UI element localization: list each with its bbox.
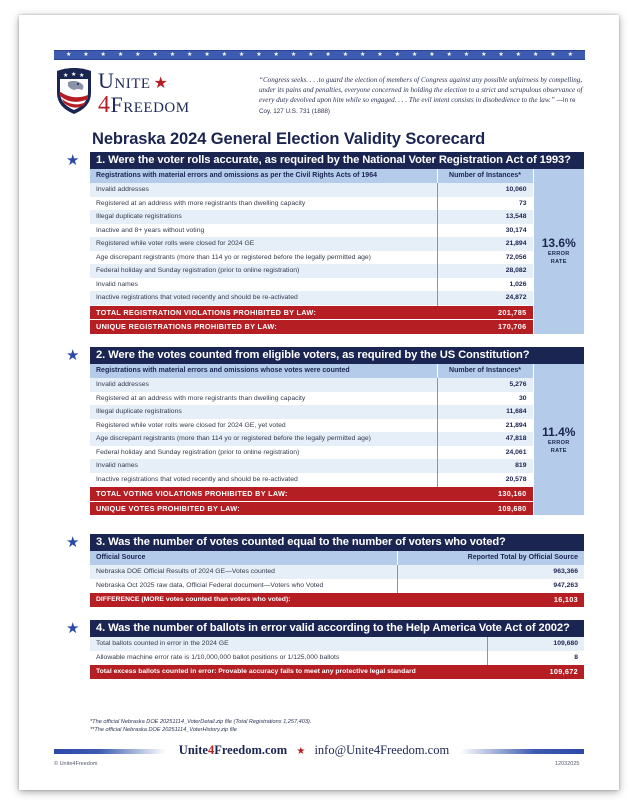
total-label: UNIQUE REGISTRATIONS PROHIBITED BY LAW: — [90, 320, 437, 334]
total-value: 130,160 — [437, 487, 533, 502]
row-value: 947,263 — [397, 579, 584, 593]
banner-star-icon: ★ — [256, 52, 262, 58]
section-votes-counted — [66, 347, 584, 515]
row-label: Illegal duplicate registrations — [90, 210, 437, 224]
row-value: 24,872 — [437, 291, 533, 305]
banner-star-icon: ★ — [532, 52, 539, 58]
site-prefix: Unite — [178, 743, 208, 757]
error-rate-label: RATE — [550, 447, 567, 454]
website-link[interactable] — [179, 743, 287, 757]
row-label: Registered at an address with more registrants than dwelling capacity — [90, 392, 437, 406]
voter-rolls-table — [90, 169, 584, 334]
column-header-label: Registrations with material errors and omissions as per the Civil Rights Acts of 1964 — [90, 169, 437, 183]
row-label: Age discrepant registrants (more than 114 yo or registered before the legally permitted age) — [90, 432, 437, 446]
row-value: 72,056 — [437, 251, 533, 265]
total-label: UNIQUE VOTES PROHIBITED BY LAW: — [90, 501, 437, 515]
row-value: 963,366 — [397, 565, 584, 579]
row-value: 10,060 — [437, 183, 533, 197]
table-row — [90, 378, 584, 392]
document-number: 12032025 — [555, 761, 580, 767]
banner-star-icon: ★ — [117, 52, 124, 58]
row-value: 11,684 — [437, 405, 533, 419]
table-row — [90, 210, 584, 224]
site-number: 4 — [207, 743, 215, 757]
row-value: 24,061 — [437, 446, 533, 460]
total-row — [90, 305, 584, 320]
total-value: 109,680 — [437, 501, 533, 515]
banner-star-icon: ★ — [411, 52, 418, 58]
row-label: Allowable machine error rate is 1/10,000,000 ballot positions or 1/125,000 ballots — [90, 651, 487, 665]
row-value: 13,548 — [437, 210, 533, 224]
banner-star-icon: ★ — [204, 52, 210, 58]
row-label: Total ballots counted in error in the 2024 GE — [90, 637, 487, 651]
banner-star-icon: ★ — [394, 52, 400, 58]
row-label: Inactive registrations that voted recently and should be re-activated — [90, 473, 437, 487]
section-star-icon: ★ — [66, 152, 80, 169]
column-header-label: Registrations with material errors and omissions whose votes were counted — [90, 364, 437, 378]
header-quote — [259, 75, 589, 117]
table-row — [90, 579, 584, 593]
row-value: 21,894 — [437, 419, 533, 433]
copyright: © Unite4Freedom — [54, 761, 98, 767]
total-value: 170,706 — [437, 320, 533, 334]
error-rate-label: RATE — [550, 259, 567, 266]
banner-star-icon: ★ — [308, 52, 314, 58]
row-label: Nebraska Oct 2025 raw data, Official Federal document—Voters who Voted — [90, 579, 397, 593]
row-value: 5,276 — [437, 378, 533, 392]
row-label: Inactive registrations that voted recently and should be re-activated — [90, 291, 437, 305]
error-rate-box — [533, 364, 584, 515]
banner-star-icon: ★ — [152, 52, 158, 58]
svg-text:★: ★ — [71, 72, 77, 78]
table-row — [90, 419, 584, 433]
unite4freedom-logo — [54, 65, 234, 117]
error-rate-box — [533, 169, 584, 334]
brand-word-unite: Unite — [98, 68, 151, 93]
quote-text: “Congress seeks. . . .to guard the election of members of Congress against any possible unfairness by compelling, under its pains and penalties, everyone concerned in holding the election to a strict and scrupulous observance of every duty devolved upon him while so engaged. . . . The evil intent consists in disobedience to the law.” — [259, 76, 583, 104]
section-vote-reconciliation — [66, 534, 584, 607]
column-header-value: Number of Instances* — [437, 169, 533, 183]
row-value: 1,026 — [437, 278, 533, 292]
total-label: Total excess ballots counted in error: Provable accuracy fails to meet any protective legal standard — [90, 665, 487, 679]
banner-star-icon: ★ — [342, 52, 349, 58]
table-row — [90, 291, 584, 305]
row-value: 28,082 — [437, 264, 533, 278]
column-header-value: Reported Total by Official Source — [397, 551, 584, 565]
row-value: 73 — [437, 197, 533, 211]
row-label: Invalid addresses — [90, 378, 437, 392]
votes-counted-table — [90, 364, 584, 515]
total-value: 201,785 — [437, 305, 533, 320]
banner-star-icon: ★ — [290, 52, 297, 58]
error-rate-percent: 13.6% — [541, 236, 576, 251]
email-link[interactable]: info@Unite4Freedom.com — [314, 743, 450, 757]
svg-text:★: ★ — [79, 73, 85, 79]
table-row — [90, 459, 584, 473]
brand-star-icon: ★ — [153, 75, 169, 92]
banner-star-icon: ★ — [273, 52, 279, 58]
column-header-row — [90, 364, 584, 378]
row-label: Registered while voter rolls were closed for 2024 GE, yet voted — [90, 419, 437, 433]
table-row — [90, 251, 584, 265]
banner-star-icon: ★ — [83, 52, 89, 58]
table-row — [90, 565, 584, 579]
row-value: 30,174 — [437, 224, 533, 238]
section-heading: 4. Was the number of ballots in error valid according to the Help America Vote Act of 2002? — [90, 620, 584, 637]
table-row — [90, 278, 584, 292]
quote-citation: —In re Coy, 127 U.S. 731 (1888) — [259, 97, 576, 115]
column-header-label: Official Source — [90, 551, 397, 565]
footer-star-icon: ★ — [296, 746, 306, 757]
row-value: 47,818 — [437, 432, 533, 446]
error-rate-label: ERROR — [547, 251, 570, 258]
banner-star-icon: ★ — [550, 52, 556, 58]
total-row — [90, 501, 584, 515]
section-star-icon: ★ — [66, 347, 80, 364]
section-star-icon: ★ — [66, 620, 80, 637]
column-header-row — [90, 551, 584, 565]
page-title: Nebraska 2024 General Election Validity Scorecard — [92, 130, 486, 148]
banner-star-icon: ★ — [187, 52, 193, 58]
footer-bar-left — [54, 749, 166, 754]
section-heading: 3. Was the number of votes counted equal to the number of voters who voted? — [90, 534, 584, 551]
section-heading: 1. Were the voter rolls accurate, as required by the National Voter Registration Act of 1993? — [90, 152, 584, 169]
table-row — [90, 392, 584, 406]
svg-text:★: ★ — [63, 73, 69, 79]
banner-star-icon: ★ — [481, 52, 487, 58]
row-label: Federal holiday and Sunday registration (prior to online registration) — [90, 446, 437, 460]
row-value: 21,894 — [437, 237, 533, 251]
brand-number: 4 — [98, 92, 111, 118]
section-star-icon: ★ — [66, 534, 80, 551]
error-rate-percent: 11.4% — [542, 424, 576, 439]
eagle-shield-icon — [54, 65, 94, 115]
table-row — [90, 405, 584, 419]
total-label: TOTAL REGISTRATION VIOLATIONS PROHIBITED BY LAW: — [90, 305, 437, 320]
table-row — [90, 224, 584, 238]
total-row — [90, 665, 584, 679]
banner-star-icon: ★ — [238, 52, 245, 58]
row-label: Age discrepant registrants (more than 114 yo or registered before the legally permitted age) — [90, 251, 437, 265]
total-label: TOTAL VOTING VIOLATIONS PROHIBITED BY LAW: — [90, 487, 437, 502]
section-voter-rolls — [66, 152, 584, 334]
brand-name — [98, 68, 190, 118]
column-header-row — [90, 169, 584, 183]
total-row — [90, 593, 584, 607]
footnotes — [90, 718, 311, 734]
error-rate-label: ERROR — [547, 439, 570, 446]
row-label: Registered at an address with more registrants than dwelling capacity — [90, 197, 437, 211]
table-row — [90, 197, 584, 211]
row-value: 819 — [437, 459, 533, 473]
row-label: Invalid names — [90, 459, 437, 473]
total-value: 109,672 — [487, 665, 584, 679]
footnote: *The official Nebraska DOE 20251114_VoterDetail.zip file (Total Registrations 1,257,403). — [90, 719, 312, 725]
row-label: Registered while voter rolls were closed for 2024 GE — [90, 237, 437, 251]
section-ballot-error — [66, 620, 584, 679]
ballot-error-table — [90, 637, 584, 679]
banner-star-icon: ★ — [221, 52, 228, 58]
table-row — [90, 473, 584, 487]
row-value: 20,578 — [437, 473, 533, 487]
row-value: 8 — [487, 651, 584, 665]
banner-star-icon: ★ — [65, 52, 72, 58]
brand-word-freedom: Freedom — [110, 92, 190, 117]
row-label: Invalid addresses — [90, 183, 437, 197]
banner-star-icon: ★ — [360, 52, 366, 58]
banner-star-icon: ★ — [135, 52, 141, 58]
section-heading: 2. Were the votes counted from eligible voters, as required by the US Constitution? — [90, 347, 584, 364]
table-row — [90, 651, 584, 665]
footer-bar-right — [460, 749, 584, 754]
banner-star-icon: ★ — [429, 52, 435, 58]
row-label: Nebraska DOE Official Results of 2024 GE—Votes counted — [90, 565, 397, 579]
banner-star-icon: ★ — [498, 52, 504, 58]
banner-star-icon: ★ — [515, 52, 522, 58]
column-header-value: Number of Instances* — [437, 364, 533, 378]
table-row — [90, 183, 584, 197]
banner-star-icon: ★ — [325, 52, 331, 58]
row-label: Inactive and 8+ years without voting — [90, 224, 437, 238]
row-label: Federal holiday and Sunday registration (prior to online registration) — [90, 264, 437, 278]
footnote: **The official Nebraska DOE 20251114_VoterHistory.zip file — [90, 727, 237, 733]
vote-reconciliation-table — [90, 551, 584, 607]
table-row — [90, 446, 584, 460]
banner-star-icon: ★ — [100, 52, 106, 58]
star-banner — [54, 50, 585, 60]
banner-star-icon: ★ — [169, 52, 176, 58]
table-row — [90, 264, 584, 278]
total-row — [90, 320, 584, 334]
row-value: 109,680 — [487, 637, 584, 651]
footer-links — [170, 743, 458, 758]
table-row — [90, 432, 584, 446]
row-value: 30 — [437, 392, 533, 406]
total-label: DIFFERENCE (MORE votes counted than voters who voted): — [90, 593, 397, 607]
site-suffix: Freedom.com — [214, 743, 288, 757]
banner-star-icon: ★ — [377, 52, 383, 58]
banner-star-icon: ★ — [446, 52, 452, 58]
total-value: 16,103 — [397, 593, 584, 607]
banner-star-icon: ★ — [567, 52, 573, 58]
row-label: Invalid names — [90, 278, 437, 292]
total-row — [90, 487, 584, 502]
table-row — [90, 237, 584, 251]
row-label: Illegal duplicate registrations — [90, 405, 437, 419]
banner-star-icon: ★ — [463, 52, 470, 58]
table-row — [90, 637, 584, 651]
